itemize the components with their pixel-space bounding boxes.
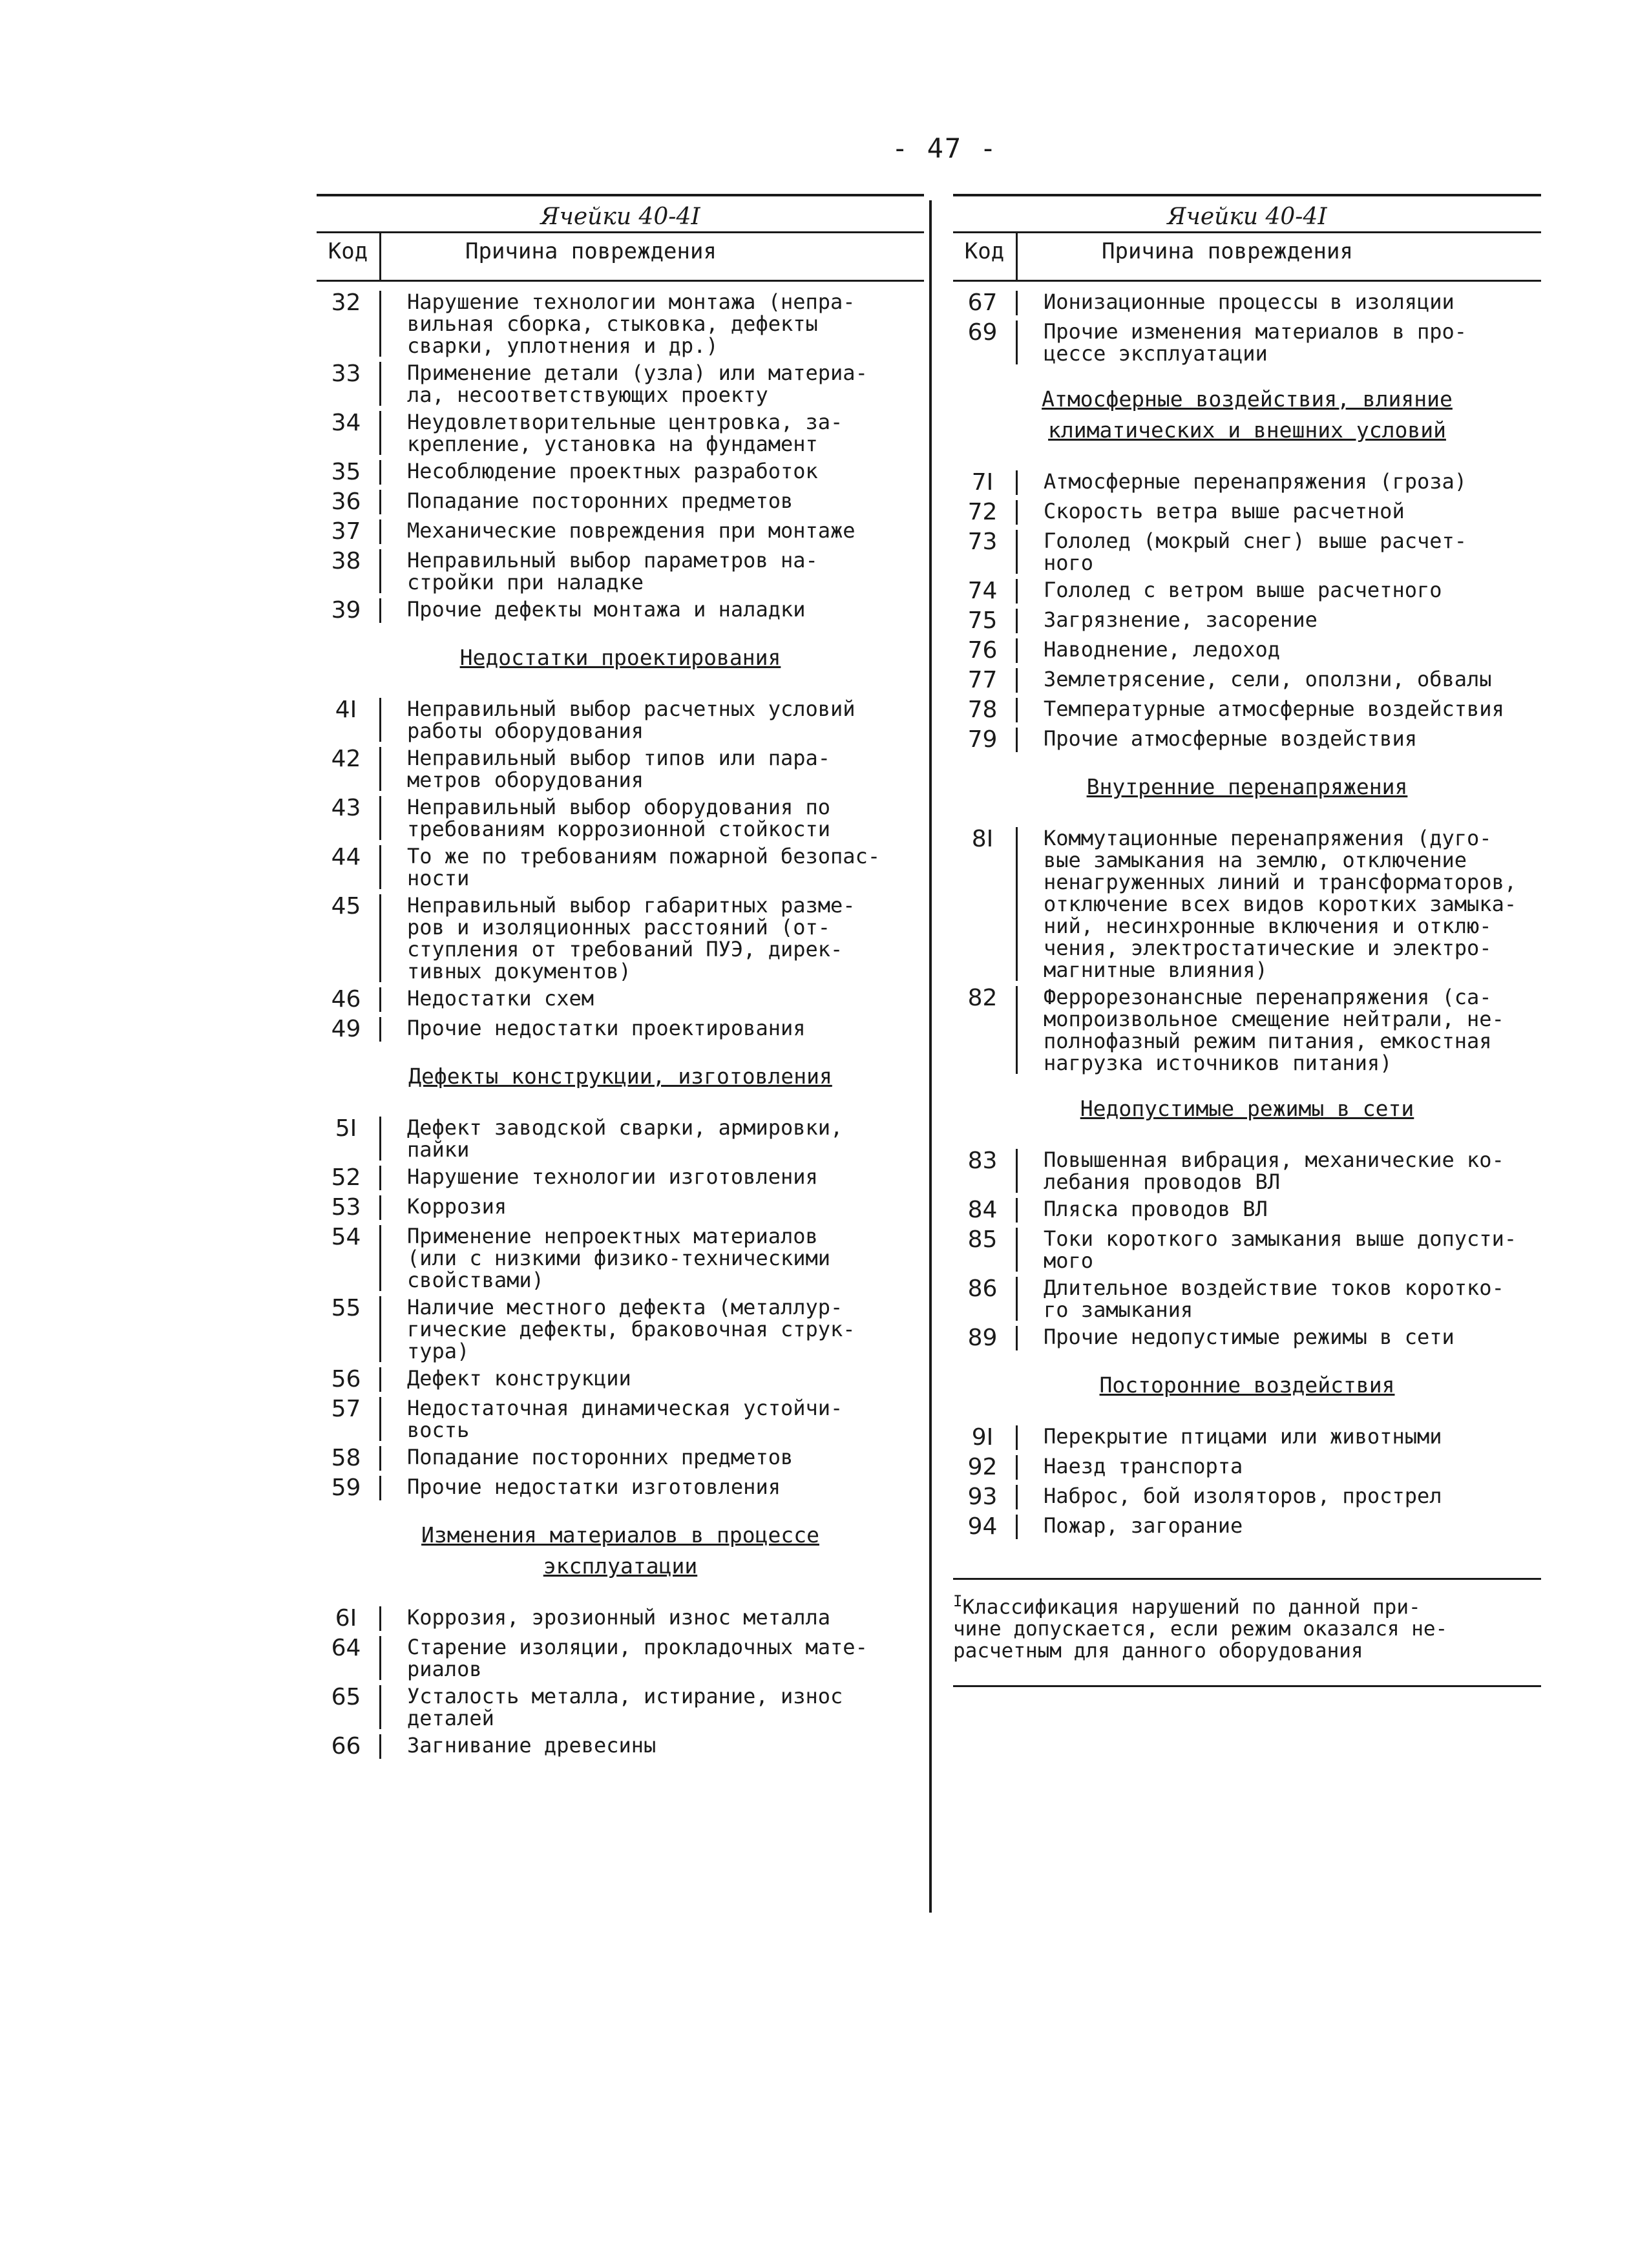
table-row (317, 460, 924, 485)
row-reason: Нарушение технологии изготовления (407, 1164, 818, 1189)
row-code: 33 (317, 362, 381, 406)
row-reason: Гололед с ветром выше расчетного (1044, 578, 1442, 602)
table-row (953, 609, 1541, 633)
table-row (317, 411, 924, 455)
row-reason: Неправильный выбор габаритных разме- ров и изоляционных расстояний (от- ступления от требований ПУЭ, дирек- тивных документов) (407, 893, 856, 983)
row-reason: Феррорезонансные перенапряжения (са- мопроизвольное смещение нейтрали, не- полнофазный режим питания, емкостная нагрузка источников питания) (1044, 985, 1504, 1075)
table-row (953, 1149, 1541, 1193)
row-code: 57 (317, 1397, 381, 1441)
table-row (317, 598, 924, 623)
table-row (317, 1685, 924, 1729)
section-title: Атмосферные воздействия, влияние климатических и внешних условий (1042, 386, 1453, 443)
table-row (317, 845, 924, 889)
row-reason: Ионизационные процессы в изоляции (1044, 289, 1455, 314)
table-row (317, 1017, 924, 1042)
row-code: 39 (317, 598, 381, 623)
row-code: 93 (953, 1485, 1018, 1509)
row-reason: Токи короткого замыкания выше допусти- мого (1044, 1226, 1517, 1273)
row-code: 53 (317, 1195, 381, 1220)
table-row (953, 1515, 1541, 1539)
table-row (317, 490, 924, 514)
table-row (317, 1195, 924, 1220)
row-reason: Неправильный выбор параметров на- стройки при наладке (407, 548, 818, 594)
row-code: 32 (317, 291, 381, 357)
table-row (317, 1476, 924, 1500)
row-reason: Повышенная вибрация, механические ко- лебания проводов ВЛ (1044, 1148, 1504, 1194)
row-reason: Механические повреждения при монтаже (407, 518, 856, 543)
row-reason: Температурные атмосферные воздействия (1044, 697, 1504, 721)
table-row (317, 1367, 924, 1392)
row-reason: Загрязнение, засорение (1044, 607, 1318, 632)
table-row (953, 320, 1541, 364)
row-reason: Наброс, бой изоляторов, прострел (1044, 1484, 1442, 1508)
table-row (317, 1296, 924, 1362)
row-reason: Коррозия, эрозионный износ металла (407, 1605, 831, 1630)
row-code: 84 (953, 1198, 1018, 1223)
left-rows (317, 291, 924, 1759)
row-reason: Длительное воздействие токов коротко- го замыкания (1044, 1276, 1504, 1322)
table-row (953, 668, 1541, 693)
row-code: 52 (317, 1166, 381, 1190)
table-row (317, 987, 924, 1012)
row-reason: Наличие местного дефекта (металлур- гические дефекты, браковочная струк- тура) (407, 1295, 856, 1363)
table-row (317, 1606, 924, 1631)
row-reason: Применение непроектных материалов (или с низкими физико-техническими свойствами) (407, 1224, 831, 1292)
left-column (317, 194, 924, 1764)
table-header (317, 231, 924, 282)
row-code: 65 (317, 1685, 381, 1729)
row-code: 55 (317, 1296, 381, 1362)
table-row (317, 747, 924, 791)
row-reason: Прочие недостатки изготовления (407, 1475, 781, 1499)
row-code: 43 (317, 796, 381, 840)
row-code: 46 (317, 987, 381, 1012)
row-code: 66 (317, 1734, 381, 1759)
table-row (317, 698, 924, 742)
row-reason: Коммутационные перенапряжения (дуго- вые замыкания на землю, отключение ненагруженных линий и трансформаторов, отключение всех видов коротких замыка- ний, несинхронные включения и отклю- чения, электростатические и электро- магнитные влияния) (1044, 826, 1517, 982)
row-reason: Дефект конструкции (407, 1366, 631, 1391)
row-code: 69 (953, 320, 1018, 364)
row-reason: Атмосферные перенапряжения (гроза) (1044, 469, 1467, 494)
row-code: 9I (953, 1425, 1018, 1450)
table-row (953, 500, 1541, 525)
row-reason: Пожар, загорание (1044, 1513, 1243, 1538)
page-number: - 47 - (892, 132, 998, 164)
table-row (317, 1636, 924, 1680)
row-code: 7I (953, 470, 1018, 495)
row-code: 67 (953, 291, 1018, 315)
row-reason: Скорость ветра выше расчетной (1044, 499, 1405, 523)
row-reason: Наезд транспорта (1044, 1454, 1243, 1478)
row-code: 74 (953, 579, 1018, 604)
row-code: 75 (953, 609, 1018, 633)
row-code: 86 (953, 1277, 1018, 1321)
table-caption: Ячейки 40-4I (1167, 204, 1327, 230)
table-row (953, 1326, 1541, 1350)
table-row (317, 520, 924, 544)
table-row (317, 1117, 924, 1160)
row-code: 34 (317, 411, 381, 455)
footnote-text: Классификация нарушений по данной при- чине допускается, если режим оказался не- расчетным для данного оборудования (953, 1595, 1448, 1663)
row-code: 6I (317, 1606, 381, 1631)
header-reason: Причина повреждения (1102, 238, 1353, 264)
footnote-bottom-rule (953, 1685, 1541, 1687)
table-row (953, 579, 1541, 604)
row-code: 38 (317, 549, 381, 593)
row-code: 35 (317, 460, 381, 485)
row-reason: Землетрясение, сели, оползни, обвалы (1044, 667, 1492, 691)
row-code: 44 (317, 845, 381, 889)
row-reason: Недостатки схем (407, 986, 594, 1011)
section-title: Внутренние перенапряжения (1086, 774, 1408, 799)
table-row (317, 1446, 924, 1471)
table-row (953, 1485, 1541, 1509)
row-reason: Коррозия (407, 1194, 507, 1219)
row-code: 89 (953, 1326, 1018, 1350)
footnote-mark: I (953, 1592, 963, 1610)
right-rows (953, 291, 1541, 1539)
table-row (953, 827, 1541, 981)
row-code: 8I (953, 827, 1018, 981)
row-reason: Неправильный выбор расчетных условий работы оборудования (407, 697, 856, 743)
table-row (953, 291, 1541, 315)
row-code: 77 (953, 668, 1018, 693)
row-code: 94 (953, 1515, 1018, 1539)
right-column (953, 194, 1541, 1687)
row-code: 56 (317, 1367, 381, 1392)
row-reason: Неправильный выбор оборудования по требованиям коррозионной стойкости (407, 795, 831, 841)
top-rule (953, 194, 1541, 196)
table-caption: Ячейки 40-4I (540, 204, 700, 230)
table-row (953, 638, 1541, 663)
section-title: Изменения материалов в процессе эксплуатации (421, 1522, 819, 1579)
table-row (317, 549, 924, 593)
row-code: 58 (317, 1446, 381, 1471)
table-row (317, 796, 924, 840)
top-rule (317, 194, 924, 196)
row-reason: Применение детали (узла) или материа- ла, несоответствующих проекту (407, 361, 868, 407)
row-reason: Неудовлетворительные центровка, за- крепление, установка на фундамент (407, 410, 843, 456)
footnote (953, 1580, 1541, 1662)
table-row (317, 1734, 924, 1759)
table-row (317, 894, 924, 982)
row-code: 54 (317, 1225, 381, 1291)
row-reason: Прочие дефекты монтажа и наладки (407, 597, 806, 622)
table-row (317, 1397, 924, 1441)
row-code: 64 (317, 1636, 381, 1680)
row-code: 79 (953, 728, 1018, 752)
row-reason: Старение изоляции, прокладочных мате- риалов (407, 1635, 868, 1681)
row-code: 4I (317, 698, 381, 742)
row-code: 36 (317, 490, 381, 514)
table-row (317, 362, 924, 406)
table-row (953, 1455, 1541, 1480)
row-reason: Неправильный выбор типов или пара- метров оборудования (407, 746, 831, 792)
row-reason: Попадание посторонних предметов (407, 1445, 793, 1469)
row-code: 73 (953, 530, 1018, 574)
table-row (317, 291, 924, 357)
table-row (953, 698, 1541, 722)
header-reason: Причина повреждения (465, 238, 717, 264)
row-code: 37 (317, 520, 381, 544)
section-title: Дефекты конструкции, изготовления (408, 1064, 832, 1089)
row-code: 78 (953, 698, 1018, 722)
row-reason: Прочие недопустимые режимы в сети (1044, 1325, 1455, 1349)
row-reason: Прочие изменения материалов в про- цессе эксплуатации (1044, 319, 1467, 366)
row-reason: Несоблюдение проектных разработок (407, 459, 818, 483)
table-row (953, 1228, 1541, 1272)
table-header (953, 231, 1541, 282)
row-reason: Дефект заводской сварки, армировки, пайки (407, 1115, 843, 1162)
table-row (317, 1166, 924, 1190)
table-row (953, 1425, 1541, 1450)
row-code: 82 (953, 986, 1018, 1074)
row-code: 76 (953, 638, 1018, 663)
section-title: Недостатки проектирования (459, 645, 781, 670)
row-reason: То же по требованиям пожарной безопас- ности (407, 844, 881, 890)
row-code: 72 (953, 500, 1018, 525)
header-code: Код (317, 233, 381, 280)
column-divider (929, 200, 932, 1913)
row-code: 83 (953, 1149, 1018, 1193)
table-row (953, 1277, 1541, 1321)
row-code: 45 (317, 894, 381, 982)
row-reason: Пляска проводов ВЛ (1044, 1197, 1268, 1221)
row-reason: Гололед (мокрый снег) выше расчет- ного (1044, 529, 1467, 575)
row-reason: Попадание посторонних предметов (407, 488, 793, 513)
section-title: Недопустимые режимы в сети (1080, 1096, 1414, 1121)
row-reason: Загнивание древесины (407, 1733, 656, 1758)
row-code: 42 (317, 747, 381, 791)
row-reason: Нарушение технологии монтажа (непра- вильная сборка, стыковка, дефекты сварки, уплотнения и др.) (407, 289, 856, 358)
table-row (953, 986, 1541, 1074)
row-code: 59 (317, 1476, 381, 1500)
table-row (953, 728, 1541, 752)
row-reason: Усталость металла, истирание, износ деталей (407, 1684, 843, 1730)
section-title: Посторонние воздействия (1099, 1372, 1395, 1398)
row-code: 92 (953, 1455, 1018, 1480)
row-code: 85 (953, 1228, 1018, 1272)
row-reason: Наводнение, ледоход (1044, 637, 1281, 662)
row-reason: Перекрытие птицами или животными (1044, 1424, 1442, 1449)
table-row (317, 1225, 924, 1291)
table-row (953, 470, 1541, 495)
row-reason: Прочие атмосферные воздействия (1044, 726, 1417, 751)
table-row (953, 1198, 1541, 1223)
table-row (953, 530, 1541, 574)
row-reason: Недостаточная динамическая устойчи- вость (407, 1396, 843, 1442)
row-reason: Прочие недостатки проектирования (407, 1016, 806, 1040)
header-code: Код (953, 233, 1018, 280)
row-code: 49 (317, 1017, 381, 1042)
row-code: 5I (317, 1117, 381, 1160)
